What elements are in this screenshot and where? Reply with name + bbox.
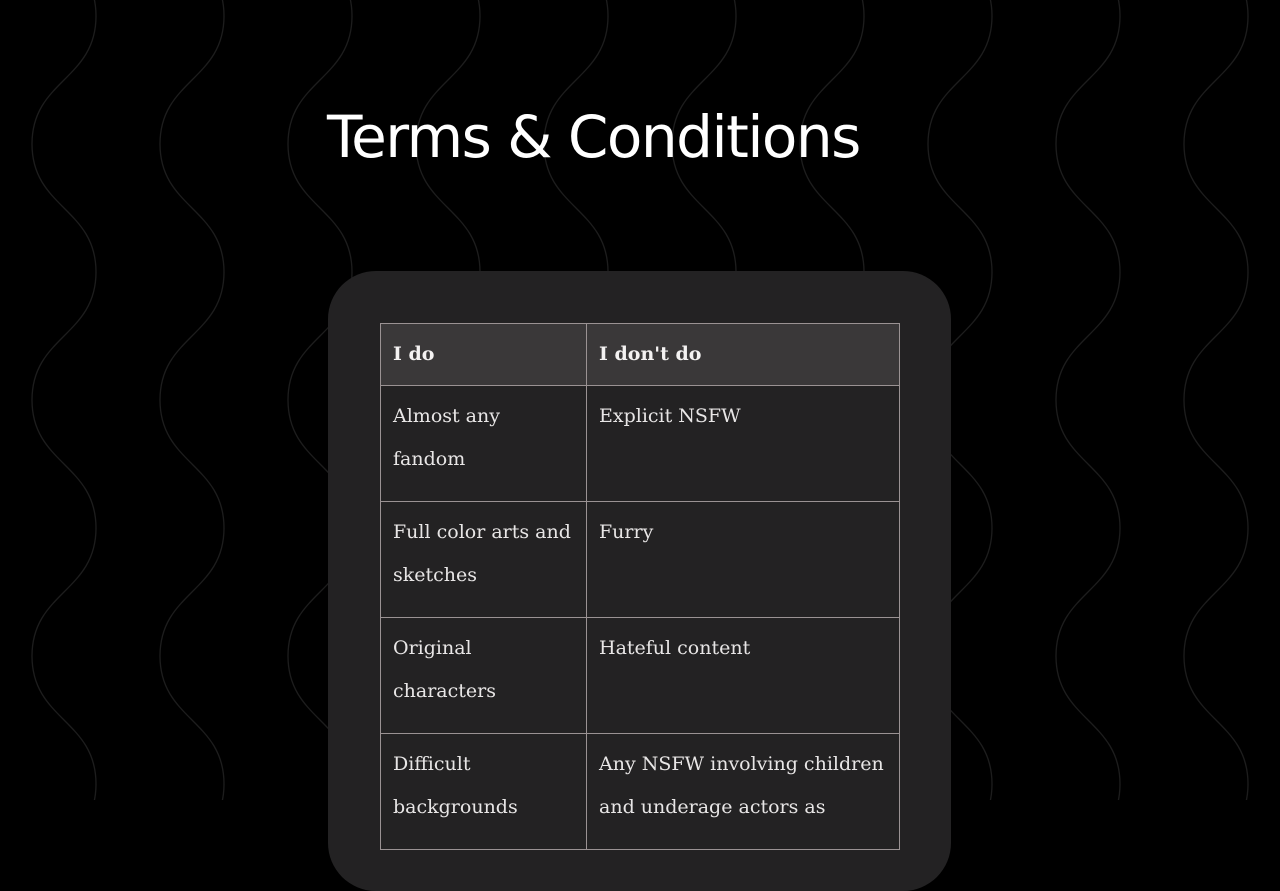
cell-i-do: Original characters [381, 618, 587, 734]
table-row [381, 618, 900, 734]
cell-i-dont-do: Any NSFW involving children and underage actors as [587, 734, 900, 850]
cell-i-dont-do: Furry [587, 502, 900, 618]
cell-i-do: Full color arts and sketches [381, 502, 587, 618]
header-i-dont-do: I don't do [587, 324, 900, 386]
cell-i-do: Almost any fandom [381, 386, 587, 502]
cell-i-dont-do: Explicit NSFW [587, 386, 900, 502]
page-title: Terms & Conditions [327, 103, 860, 171]
header-i-do: I do [381, 324, 587, 386]
table-row [381, 502, 900, 618]
terms-card [328, 271, 951, 891]
cell-i-do: Difficult backgrounds [381, 734, 587, 850]
table-row [381, 386, 900, 502]
cell-i-dont-do: Hateful content [587, 618, 900, 734]
terms-table [380, 323, 900, 850]
table-row [381, 734, 900, 850]
table-header-row [381, 324, 900, 386]
